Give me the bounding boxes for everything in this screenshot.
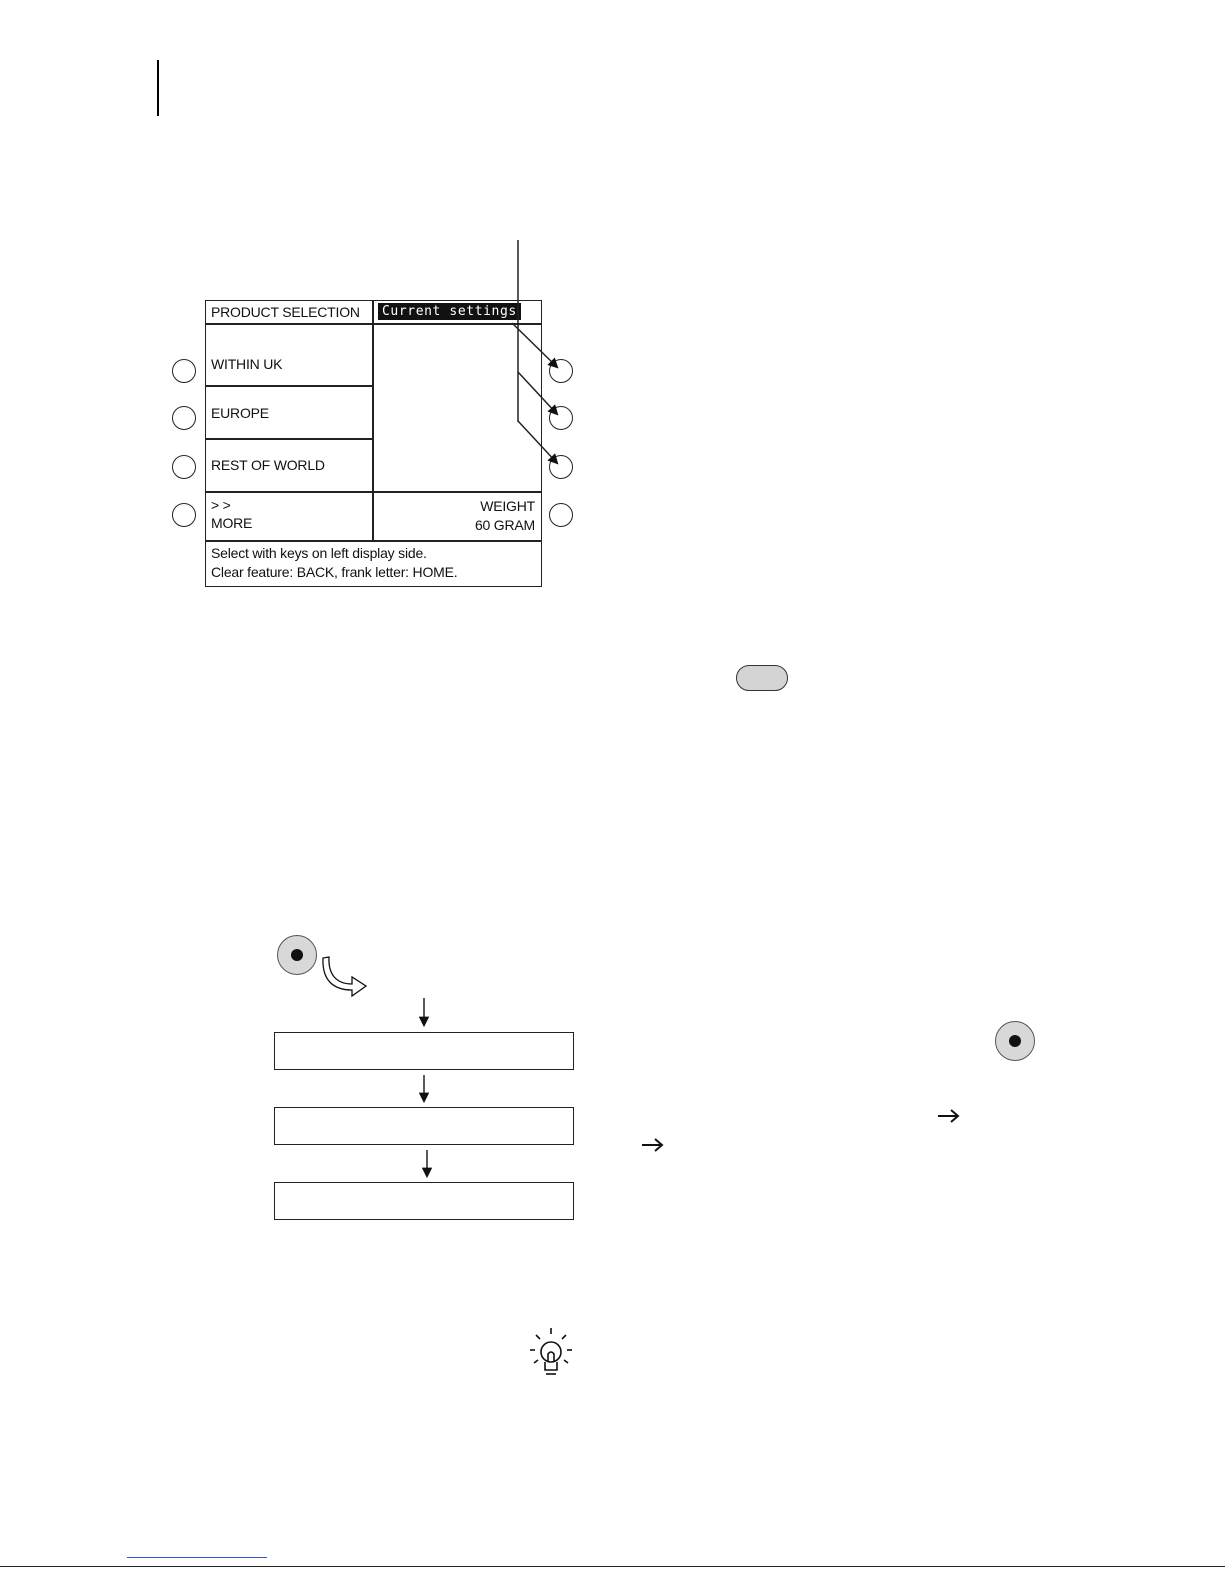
curved-arrow-icon bbox=[323, 957, 366, 996]
arrow-right-icon bbox=[938, 1110, 958, 1122]
lightbulb-icon bbox=[530, 1328, 572, 1374]
flow-step-box bbox=[274, 1107, 574, 1145]
help-line-1: Select with keys on left display side. bbox=[211, 545, 427, 561]
current-settings-tab: Current settings bbox=[378, 303, 521, 320]
more-label: MORE bbox=[211, 515, 253, 531]
flow-step-box bbox=[274, 1182, 574, 1220]
footer-rule bbox=[0, 1566, 1225, 1567]
record-key-button[interactable] bbox=[277, 935, 317, 975]
footer-link-underline[interactable] bbox=[127, 1557, 267, 1558]
option-europe: EUROPE bbox=[211, 405, 269, 421]
home-key-button[interactable] bbox=[736, 665, 788, 691]
option-within-uk: WITHIN UK bbox=[211, 356, 283, 372]
weight-value: 60 GRAM bbox=[474, 517, 535, 533]
flow-step-box bbox=[274, 1032, 574, 1070]
arrow-right-icon bbox=[642, 1139, 662, 1151]
option-rest-of-world: REST OF WORLD bbox=[211, 457, 325, 473]
weight-label: WEIGHT bbox=[480, 498, 535, 514]
more-arrows: > > bbox=[211, 497, 231, 513]
display-title: PRODUCT SELECTION bbox=[211, 304, 360, 320]
record-key-button[interactable] bbox=[995, 1021, 1035, 1061]
help-line-2: Clear feature: BACK, frank letter: HOME. bbox=[211, 564, 458, 580]
